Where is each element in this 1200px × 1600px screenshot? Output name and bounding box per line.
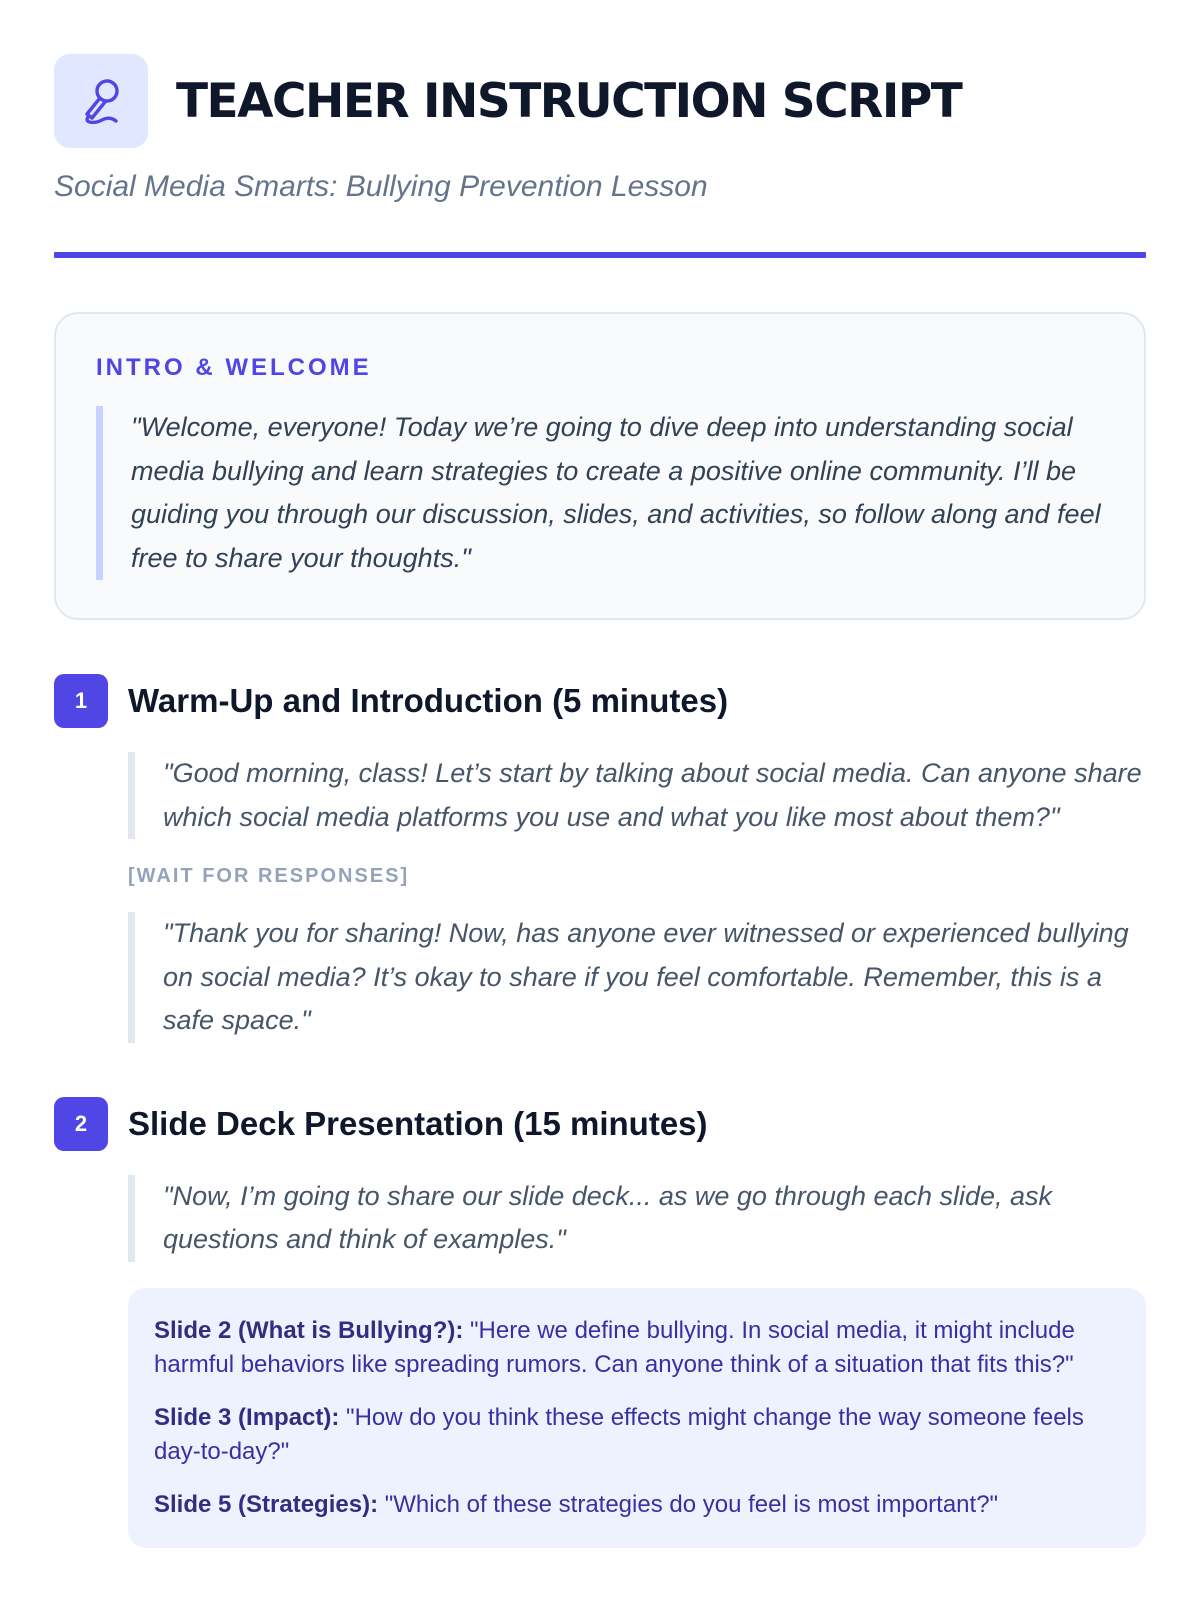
script-quote: "Good morning, class! Let’s start by talking about social media. Can anyone share which social media platforms you use and what you like most about them?" xyxy=(128,752,1146,839)
slide-note-text: "How do you think these effects might change the way someone feels day-to-day?" xyxy=(154,1403,1084,1465)
script-quote: "Thank you for sharing! Now, has anyone ever witnessed or experienced bullying on social media? It’s okay to share if you feel comfortable. Remember, this is a safe space." xyxy=(128,912,1146,1043)
slide-notes-box xyxy=(128,1288,1146,1548)
slide-note xyxy=(154,1488,1120,1522)
slide-note xyxy=(154,1314,1120,1382)
section-warm-up xyxy=(54,674,1146,1043)
header xyxy=(54,54,1146,148)
intro-label: INTRO & WELCOME xyxy=(96,354,372,381)
microphone-icon xyxy=(54,54,148,148)
stage-direction: [WAIT FOR RESPONSES] xyxy=(128,865,410,887)
section-number-badge: 1 xyxy=(54,674,108,728)
section-title: Warm-Up and Introduction (5 minutes) xyxy=(128,682,729,719)
slide-note xyxy=(154,1401,1120,1469)
intro-card xyxy=(54,312,1146,620)
page-subtitle: Social Media Smarts: Bullying Prevention Lesson xyxy=(54,170,708,203)
slide-note-label: Slide 3 (Impact): xyxy=(154,1403,340,1431)
page-title: TEACHER INSTRUCTION SCRIPT xyxy=(176,73,962,129)
slide-note-label: Slide 2 (What is Bullying?): xyxy=(154,1316,464,1344)
section-title: Slide Deck Presentation (15 minutes) xyxy=(128,1104,708,1142)
slide-note-text: "Which of these strategies do you feel is most important?" xyxy=(378,1490,999,1518)
section-slide-deck xyxy=(54,1097,1146,1548)
intro-quote: "Welcome, everyone! Today we’re going to dive deep into understanding social media bullying and learn strategies to create a positive online community. I’ll be guiding you through our discussion, slides, and activities, so follow along and feel free to share your thoughts." xyxy=(96,406,1104,580)
section-body xyxy=(128,752,1146,1043)
section-number-badge: 2 xyxy=(54,1097,108,1151)
slide-note-text: "Here we define bullying. In social media, it might include harmful behaviors like spreading rumors. Can anyone think of a situation that fits this?" xyxy=(154,1316,1075,1378)
section-body xyxy=(128,1175,1146,1548)
title-divider xyxy=(54,252,1146,258)
section-header xyxy=(54,674,1146,728)
slide-note-label: Slide 5 (Strategies): xyxy=(154,1490,379,1518)
section-header xyxy=(54,1097,1146,1151)
script-quote: "Now, I’m going to share our slide deck... as we go through each slide, ask questions and think of examples." xyxy=(128,1175,1146,1262)
